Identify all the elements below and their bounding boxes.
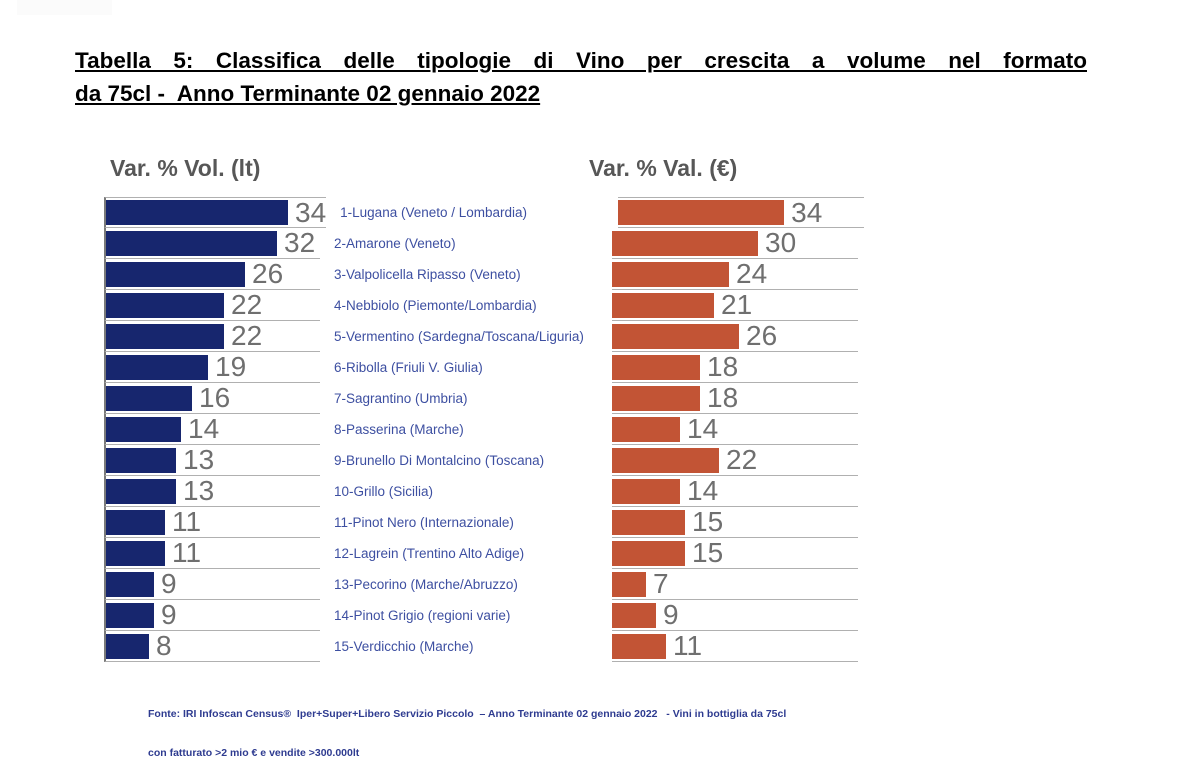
chart-row [104,445,858,476]
value-bar [612,417,680,442]
value-bar-cell [612,259,858,290]
table-title-line-1: Tabella 5: Classifica delle tipologie di Vino per crescita a volume nel formato [75,48,1087,73]
volume-bar-cell [104,197,326,228]
volume-value-label: 32 [284,227,316,258]
value-bar [612,603,656,628]
volume-bar-cell [104,259,320,290]
volume-value-label: 16 [199,382,231,413]
volume-bar-cell [104,538,320,569]
table-title [75,44,1087,110]
volume-value-label: 34 [295,196,327,228]
value-value-label: 26 [746,320,778,351]
value-bar-cell [612,445,858,476]
volume-bar-cell [104,290,320,321]
volume-bar [106,200,288,225]
volume-value-label: 8 [156,630,172,661]
volume-bar-cell [104,507,320,538]
chart-row [104,569,858,600]
wine-category-label: 14-Pinot Grigio (regioni varie) [334,608,511,623]
volume-value-label: 22 [231,289,263,320]
value-value-label: 14 [687,413,719,444]
value-value-label: 18 [707,351,739,382]
value-value-label: 18 [707,382,739,413]
wine-category-label: 7-Sagrantino (Umbria) [334,391,468,406]
volume-bar-cell [104,321,320,352]
wine-category-label: 10-Grillo (Sicilia) [334,484,434,499]
volume-bar [106,634,149,659]
value-bar-cell [612,352,858,383]
value-value-label: 14 [687,475,719,506]
chart-row [104,600,858,631]
volume-value-label: 9 [161,568,177,599]
value-bar-cell [612,414,858,445]
chart-row [104,228,858,259]
wine-category-label: 9-Brunello Di Montalcino (Toscana) [334,453,545,468]
value-bar [612,355,700,380]
source-footnote [148,682,786,773]
value-chart-header: Var. % Val. (€) [589,155,738,181]
volume-bar [106,541,165,566]
volume-bar [106,293,224,318]
value-bar [612,510,685,535]
volume-value-label: 9 [161,599,177,630]
volume-value-label: 11 [172,537,202,568]
value-bar [618,200,784,225]
volume-value-label: 22 [231,320,263,351]
chart-row [104,507,858,538]
chart-rows [104,197,858,662]
volume-bar [106,355,208,380]
value-bar [612,541,685,566]
volume-value-label: 14 [188,413,220,444]
value-bar [612,231,758,256]
value-value-label: 22 [726,444,758,475]
value-bar-cell [612,631,858,662]
volume-bar [106,448,176,473]
table-title-line-2: da 75cl - Anno Terminante 02 gennaio 2022 [75,81,541,106]
chart-row [104,414,858,445]
value-value-label: 34 [791,196,823,228]
volume-bar [106,572,154,597]
value-bar-cell [612,538,858,569]
volume-bar [106,262,245,287]
volume-bar-cell [104,445,320,476]
value-bar-cell [612,290,858,321]
volume-bar-cell [104,383,320,414]
chart-row [104,259,858,290]
value-value-label: 11 [673,630,703,661]
value-bar-cell [612,321,858,352]
chart-row [104,352,858,383]
wine-category-label: 12-Lagrein (Trentino Alto Adige) [334,546,525,561]
value-bar [612,479,680,504]
value-bar-cell [618,197,864,228]
volume-bar [106,231,277,256]
value-bar-cell [612,600,858,631]
volume-bar-cell [104,228,320,259]
volume-bar [106,479,176,504]
chart-row [104,197,858,228]
volume-bar-cell [104,414,320,445]
volume-bar [106,603,154,628]
volume-bar [106,417,181,442]
value-value-label: 24 [736,258,768,289]
volume-value-label: 13 [183,444,215,475]
source-footnote-line-1: Fonte: IRI Infoscan Census® Iper+Super+Libero Servizio Piccolo – Anno Terminante 02 gennaio 2022 - Vini in bottiglia da 75cl [148,708,787,720]
wine-category-label: 11-Pinot Nero (Internazionale) [334,515,514,530]
volume-bar [106,510,165,535]
chart-row [104,321,858,352]
wine-category-label: 6-Ribolla (Friuli V. Giulia) [334,360,483,375]
wine-category-label: 13-Pecorino (Marche/Abruzzo) [334,577,518,592]
chart-row [104,476,858,507]
value-value-label: 30 [765,227,797,258]
value-bar-cell [612,476,858,507]
source-footnote-line-2: con fatturato >2 mio € e vendite >300.000lt [148,747,360,759]
value-bar-cell [612,228,858,259]
chart-row [104,631,858,662]
volume-bar-cell [104,600,320,631]
wine-category-label: 5-Vermentino (Sardegna/Toscana/Liguria) [334,329,584,344]
faint-artifact-box [17,0,112,15]
value-bar [612,572,646,597]
volume-chart-header: Var. % Vol. (lt) [110,155,261,181]
value-bar [612,448,719,473]
volume-value-label: 19 [215,351,247,382]
wine-category-label: 15-Verdicchio (Marche) [334,639,474,654]
wine-category-label: 8-Passerina (Marche) [334,422,464,437]
value-value-label: 15 [692,537,724,568]
wine-category-label: 4-Nebbiolo (Piemonte/Lombardia) [334,298,537,313]
value-value-label: 9 [663,599,679,630]
volume-bar-cell [104,631,320,662]
value-value-label: 21 [721,289,753,320]
chart-row [104,383,858,414]
wine-category-label: 2-Amarone (Veneto) [334,236,456,251]
value-bar [612,293,714,318]
value-bar-cell [612,383,858,414]
volume-value-label: 11 [172,506,202,537]
volume-bar-cell [104,569,320,600]
value-value-label: 15 [692,506,724,537]
value-bar [612,386,700,411]
chart-row [104,538,858,569]
wine-category-label: 3-Valpolicella Ripasso (Veneto) [334,267,521,282]
value-bar-cell [612,569,858,600]
volume-bar-cell [104,476,320,507]
volume-value-label: 26 [252,258,284,289]
value-bar [612,262,729,287]
volume-bar-cell [104,352,320,383]
value-value-label: 7 [653,568,669,599]
value-bar-cell [612,507,858,538]
volume-bar [106,386,192,411]
wine-category-label: 1-Lugana (Veneto / Lombardia) [340,205,528,220]
chart-row [104,290,858,321]
volume-bar [106,324,224,349]
value-bar [612,324,739,349]
value-bar [612,634,666,659]
volume-value-label: 13 [183,475,215,506]
